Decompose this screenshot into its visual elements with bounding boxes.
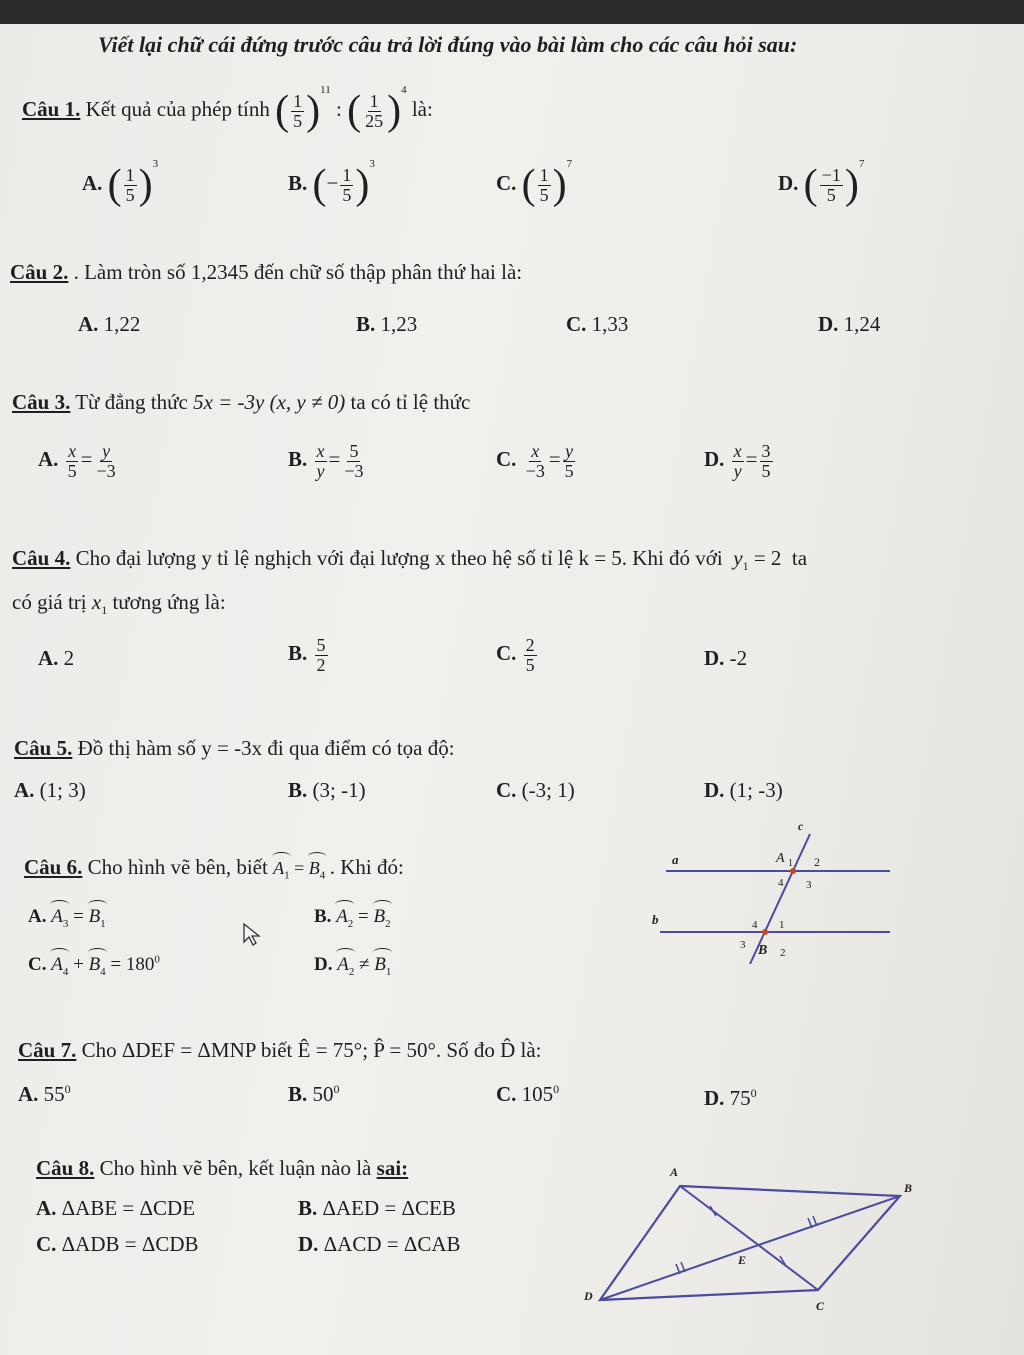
question-text: Kết quả của phép tính [85, 96, 270, 121]
label-b: B [904, 1181, 913, 1195]
label-line-b: b [652, 912, 659, 927]
label-line-a: a [672, 852, 679, 867]
q2-option-b[interactable]: B. 1,23 [356, 312, 418, 336]
question-2 [10, 260, 522, 285]
label-d: D [584, 1289, 593, 1303]
q1-option-a[interactable]: A. ( $\frac{1}{5}$ )$^3$ [82, 158, 159, 208]
question-label: Câu 5. [14, 736, 73, 760]
question-7: Câu 7. Cho ΔDEF = ΔMNP biết Ê = 75°; P̂ = 50°. Số đo D̂ là: [18, 1038, 542, 1062]
point-b-dot [762, 929, 768, 935]
question-label: Câu 3. [12, 390, 71, 414]
question-4-line-2: có giá trị $x_1$ tương ứng là: [12, 590, 226, 618]
question-label: Câu 8. [36, 1156, 95, 1180]
label-angle-a2: 2 [814, 855, 820, 869]
q1-expression: ( $\frac{1}{5}$ )$^{11}$ : ( $\frac{1}{25}$ )$^4$ [275, 84, 407, 134]
mouse-cursor-icon [242, 922, 264, 948]
question-text: . Làm tròn số 1,2345 đến chữ số thập phân thứ hai là: [73, 260, 523, 284]
label-a: A [670, 1165, 679, 1179]
label-a-sub: 1 [788, 858, 793, 869]
question-4-line-1: Câu 4. Cho đại lượng y tỉ lệ nghịch với đại lượng x theo hệ số tỉ lệ k = 5. Khi đó với $y_1 = 2$ ta [12, 546, 808, 574]
label-angle-a3: 3 [806, 879, 812, 891]
question-5 [14, 736, 455, 761]
q2-option-d[interactable]: D. 1,24 [818, 312, 881, 336]
label-angle-b3: 3 [740, 939, 746, 951]
worksheet-page [0, 24, 1024, 1355]
parallelogram-abcd [600, 1186, 900, 1300]
question-label: Câu 2. [10, 260, 69, 284]
question-text: Cho đại lượng y tỉ lệ nghịch với đại lượng x theo hệ số tỉ lệ k = 5. Khi đó với [75, 546, 723, 570]
instruction-heading: Viết lại chữ cái đứng trước câu trả lời đúng vào bài làm cho các câu hỏi sau: [98, 32, 798, 57]
q2-option-c[interactable]: C. 1,33 [566, 312, 629, 336]
q4-option-c[interactable]: C. $\frac{2}{5}$ [496, 635, 535, 675]
q3-option-a[interactable]: A. $\frac{x}{5}$ = $\frac{y}{-3}$ [38, 441, 116, 481]
question-3 [12, 390, 470, 415]
question-6 [24, 854, 404, 882]
question-text: Cho hình vẽ bên, kết luận nào là [99, 1156, 372, 1180]
label-angle-b4: 4 [752, 919, 758, 931]
question-text: Từ đẳng thức [75, 390, 188, 414]
label-point-b: B [758, 943, 768, 958]
q3-option-c[interactable]: C. $\frac{x}{-3}$ = $\frac{y}{5}$ [496, 441, 574, 481]
q1-option-b[interactable]: B. (− $\frac{1}{5}$ )$^3$ [288, 158, 375, 208]
q2-option-a[interactable]: A. 1,22 [78, 312, 141, 336]
q6-given: $A_1 = B_4$ [273, 858, 330, 878]
q4-option-b[interactable]: B. $\frac{5}{2}$ [288, 635, 326, 675]
q7-given: Ê = 75°; P̂ = 50° [297, 1038, 436, 1062]
question-label: Câu 6. [24, 855, 83, 879]
q7-option-d[interactable]: D. $75^0$ [704, 1086, 757, 1110]
q1-option-c[interactable]: C. ( $\frac{1}{5}$ )$^7$ [496, 158, 573, 208]
question-label: Câu 4. [12, 546, 71, 570]
parallel-lines-figure [640, 814, 900, 974]
label-line-c: c [798, 819, 804, 833]
q8-option-b[interactable]: B. ΔAED = ΔCEB [298, 1196, 456, 1220]
label-e: E [738, 1253, 747, 1267]
label-angle-b1: 1 [779, 919, 785, 931]
q1-option-d[interactable]: D. ( $\frac{-1}{5}$ )$^7$ [778, 158, 865, 208]
q6-option-c[interactable]: C. $A_4 + B_4 = 180^0$ [28, 950, 160, 978]
q6-option-d[interactable]: D. $A_2 \ne B_1$ [314, 950, 391, 978]
question-label: Câu 7. [18, 1038, 77, 1062]
q8-option-c[interactable]: C. ΔADB = ΔCDB [36, 1232, 199, 1256]
q6-option-a[interactable]: A. $A_3 = B_1$ [28, 902, 106, 930]
q7-option-c[interactable]: C. $105^0$ [496, 1082, 560, 1106]
parallelogram-figure [570, 1160, 920, 1340]
q5-option-b[interactable]: B. (3; -1) [288, 778, 366, 802]
q7-option-a[interactable]: A. $55^0$ [18, 1082, 71, 1106]
q5-option-d[interactable]: D. (1; -3) [704, 778, 783, 802]
label-angle-a4: 4 [778, 877, 784, 889]
tick-ae [710, 1206, 716, 1216]
equation: 5x = -3y (x, y ≠ 0) [193, 390, 346, 414]
q5-option-c[interactable]: C. (-3; 1) [496, 778, 575, 802]
q6-option-b[interactable]: B. $A_2 = B_2$ [314, 902, 391, 930]
q4-option-a[interactable]: A. 2 [38, 646, 75, 670]
emphasis-word: sai: [376, 1156, 409, 1180]
q7-target: D̂ [500, 1038, 516, 1062]
question-text: Cho hình vẽ bên, biết [87, 855, 268, 879]
q8-option-d[interactable]: D. ΔACD = ΔCAB [298, 1232, 461, 1256]
q8-option-a[interactable]: A. ΔABE = ΔCDE [36, 1196, 196, 1220]
q3-option-b[interactable]: B. $\frac{x}{y}$ = $\frac{5}{-3}$ [288, 441, 364, 481]
q5-option-a[interactable]: A. (1; 3) [14, 778, 86, 802]
label-angle-b2: 2 [780, 947, 786, 959]
label-c: C [816, 1299, 825, 1313]
question-text-end: . Khi đó: [329, 855, 404, 879]
question-1 [22, 84, 433, 134]
q7-option-b[interactable]: B. $50^0$ [288, 1082, 340, 1106]
question-label: Câu 1. [22, 96, 81, 121]
question-text: Cho ΔDEF = ΔMNP biết [81, 1038, 293, 1062]
question-text-end: là: [411, 96, 433, 121]
q4-option-d[interactable]: D. -2 [704, 646, 748, 670]
question-text: Đồ thị hàm số y = -3x đi qua điểm có tọa độ: [77, 736, 455, 760]
q3-option-d[interactable]: D. $\frac{x}{y}$ = $\frac{3}{5}$ [704, 441, 771, 481]
question-text-end: ta có tỉ lệ thức [350, 390, 471, 414]
label-point-a: A [776, 851, 785, 866]
diagonal-ac [680, 1186, 818, 1290]
question-8 [36, 1156, 408, 1181]
